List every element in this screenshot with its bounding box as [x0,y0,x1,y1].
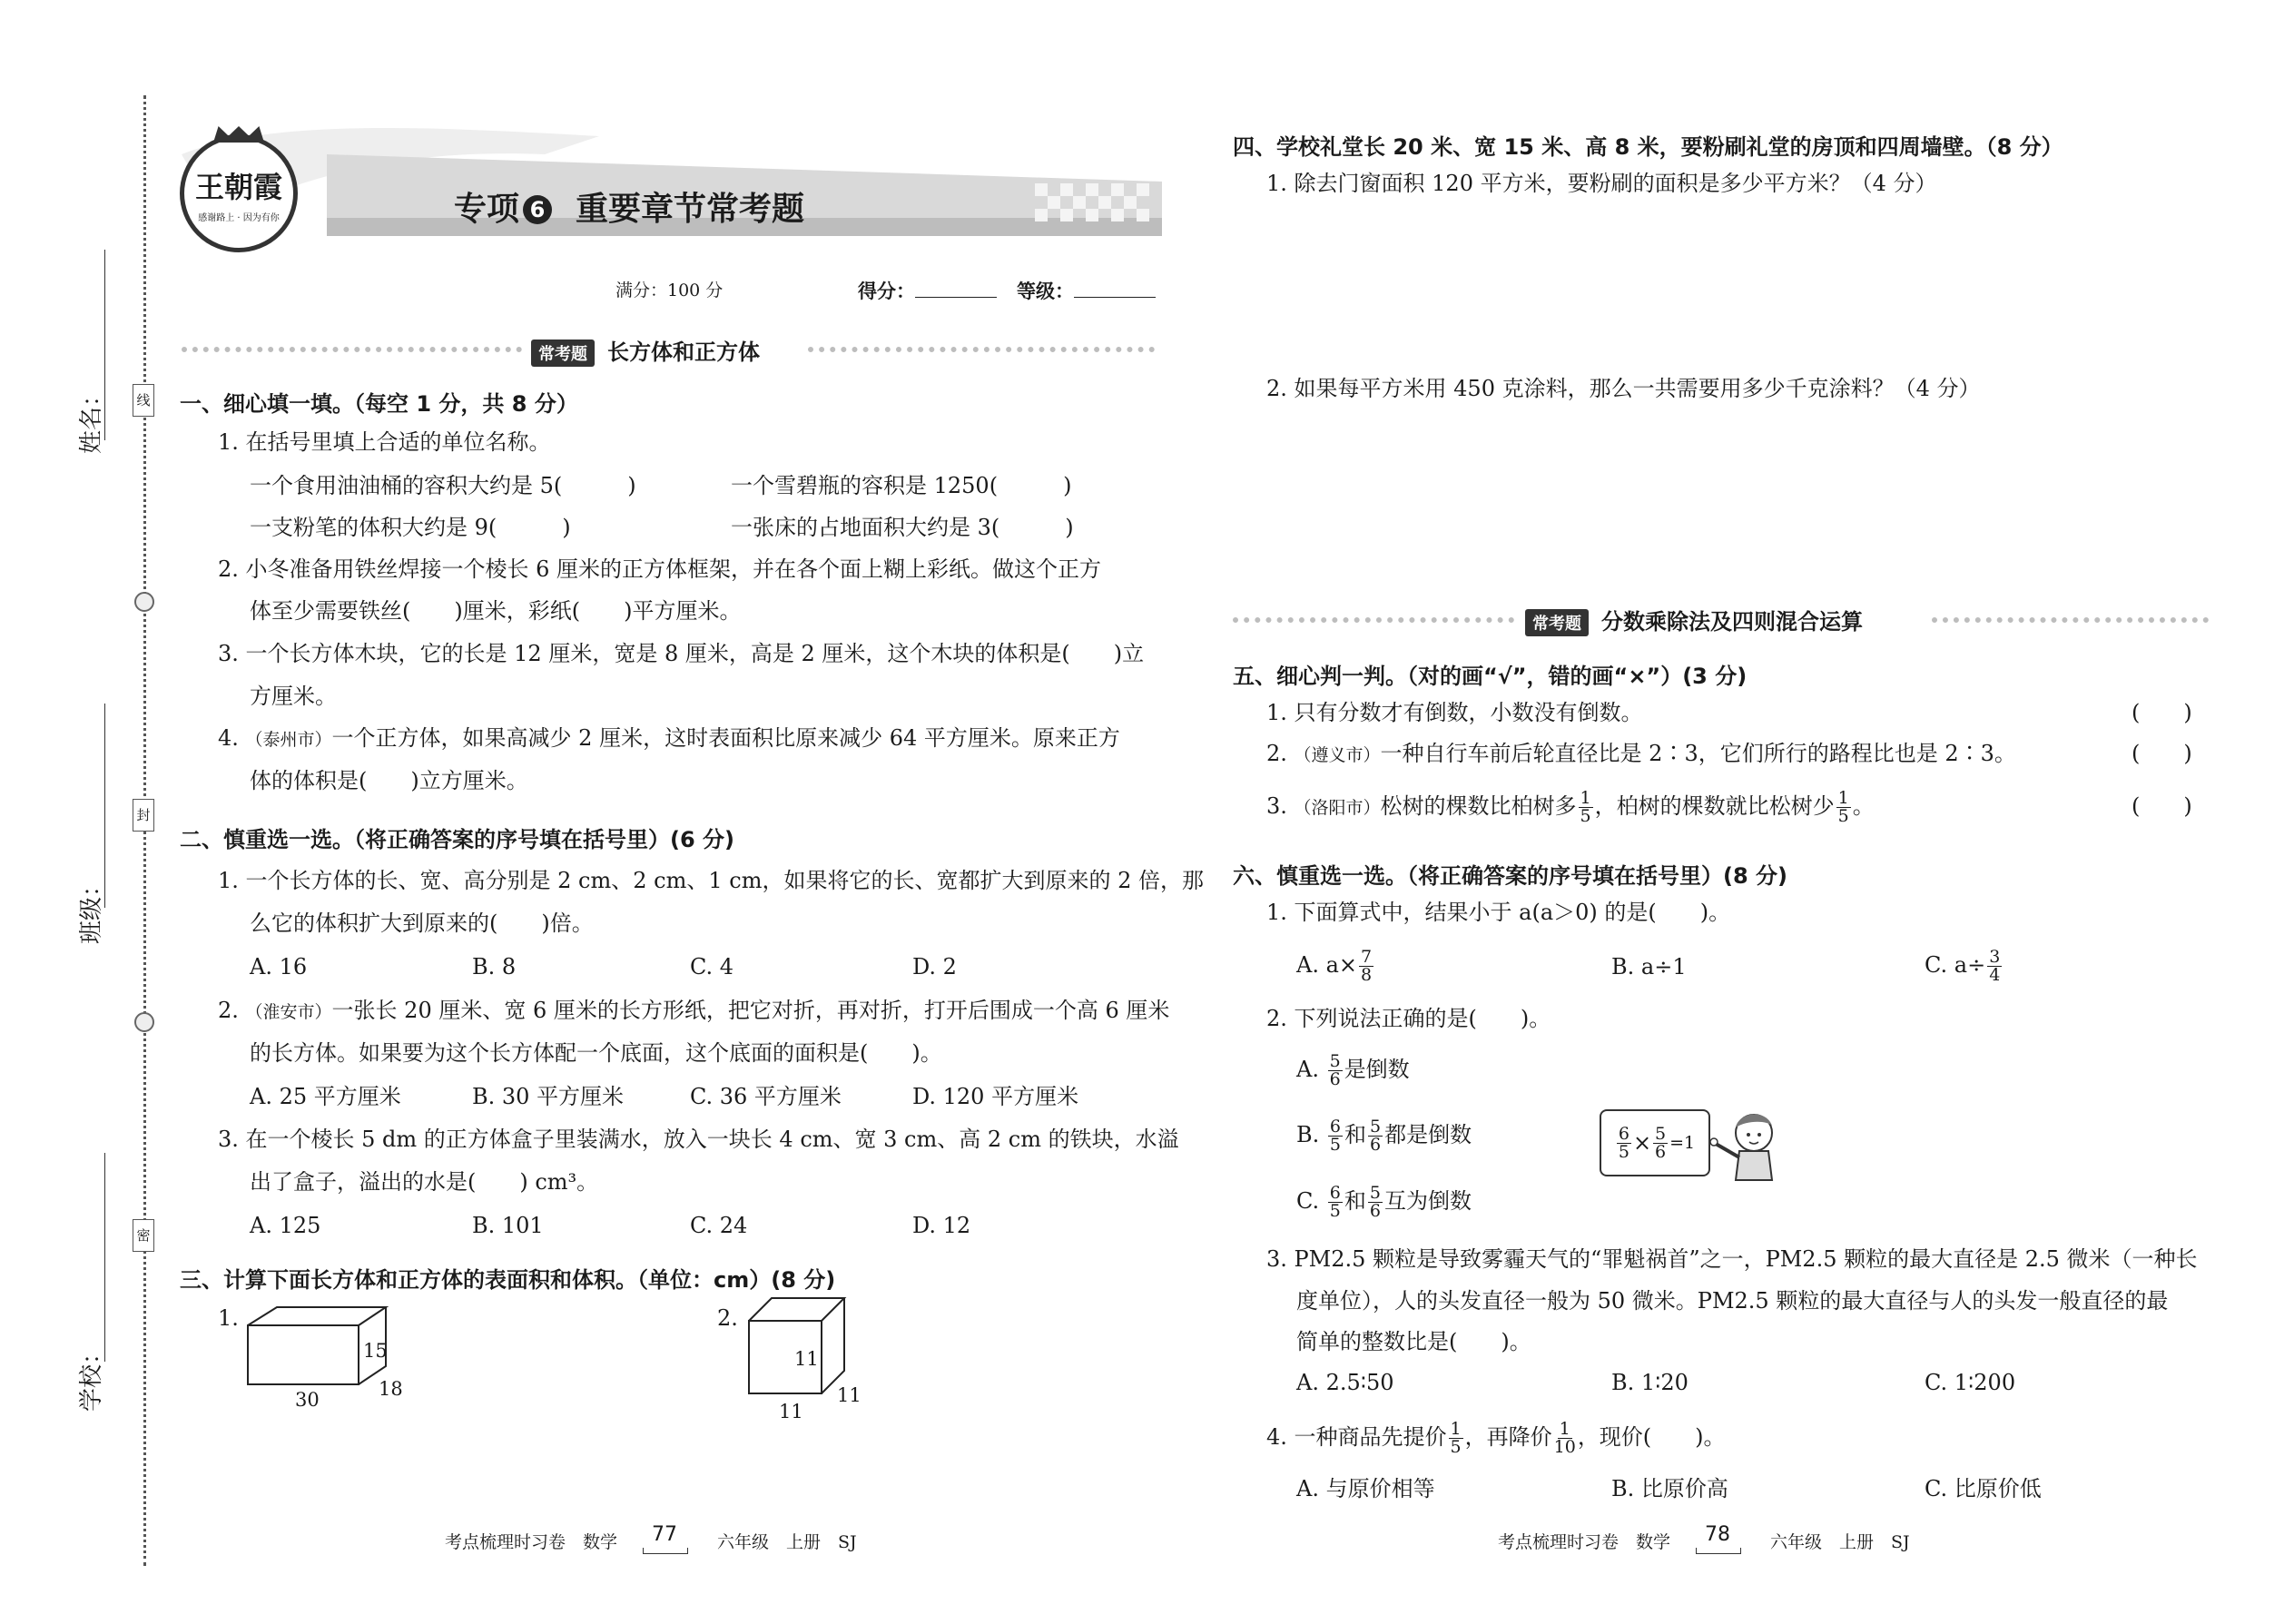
q5-item2: 2. （遵义市）一种自行车前后轮直径比是 2∶3，它们所行的路程比也是 2∶3。 [1266,741,2016,766]
fig2-length-label: 11 [779,1401,803,1422]
logo-motto: 感谢路上 · 因为有你 [198,213,280,223]
q4-item2: 2. 如果每平方米用 450 克涂料，那么一共需要用多少千克涂料？（4 分） [1266,376,1981,401]
q2-item2-optD[interactable]: D. 120 平方厘米 [912,1084,1079,1109]
q2-item3-optC[interactable]: C. 24 [690,1213,748,1238]
q1-item2b: 体至少需要铁丝( )厘米，彩纸( )平方厘米。 [250,598,742,624]
q6-item3-optB[interactable]: B. 1∶20 [1611,1370,1689,1395]
class-label: 班级： [78,872,105,944]
name-label: 姓名： [78,382,105,454]
q6-item1-optB[interactable]: B. a÷1 [1611,954,1687,979]
q2-item2-optB[interactable]: B. 30 平方厘米 [472,1084,625,1109]
topic-tag: 常考题 [1525,609,1589,636]
page-number-left: 77 [652,1523,677,1546]
q6-item4-optC[interactable]: C. 比原价低 [1925,1476,2042,1501]
title-text: 重要章节常考题 [576,191,805,228]
crown-icon [213,126,264,143]
score-blank[interactable] [915,297,997,298]
q6-item1-optC[interactable]: C. a÷ $\frac{3}{4}$ [1925,947,2001,985]
page-number-right: 78 [1705,1523,1730,1546]
q2-item3-optA[interactable]: A. 125 [250,1213,321,1238]
q2-item1b: 么它的体积扩大到原来的( )倍。 [250,910,594,936]
fig2-height-label: 11 [794,1348,819,1370]
q2-item2-optA[interactable]: A. 25 平方厘米 [250,1084,401,1109]
q2-item3-optB[interactable]: B. 101 [472,1213,544,1238]
binding-ring-icon [134,1012,154,1032]
q5-item1-answer[interactable]: ( ) [2132,700,2192,725]
q2-item2b: 的长方体。如果要为这个长方体配一个底面，这个底面的面积是( )。 [250,1040,942,1066]
q2-item1-optB[interactable]: B. 8 [472,954,517,979]
q5-item3: 3. （洛阳市）松树的棵数比柏树多 $\frac{1}{5}$ ，柏树的棵数就比松树少 $\frac{1}{5}$ 。 [1266,788,1875,826]
brand-logo [180,134,298,252]
title-prefix: 专项 [454,191,520,228]
fraction-1-5: $\frac{1}{5}$ [1450,1419,1462,1457]
page-number-bracket-left [643,1548,688,1554]
q1-item3a: 3. 一个长方体木块，它的长是 12 厘米，宽是 8 厘米，高是 2 厘米，这个木块的体积是( )立 [218,641,1145,666]
q4-item1: 1. 除去门窗面积 120 平方米，要粉刷的面积是多少平方米？（4 分） [1266,171,1937,196]
fig2-number: 2. [717,1305,738,1331]
grade-blank[interactable] [1074,297,1156,298]
fraction-6-5: $\frac{6}{5}$ [1618,1123,1629,1162]
fraction-3-4: $\frac{3}{4}$ [1989,947,2001,985]
q1-item1b: 一个雪碧瓶的容积是 1250( ) [731,473,1072,498]
q2-item3b: 出了盒子，溢出的水是( ) cm³。 [250,1169,599,1195]
fraction-7-8: $\frac{7}{8}$ [1361,947,1373,985]
fraction-5-6: $\frac{5}{6}$ [1329,1051,1341,1089]
fraction-5-6: $\frac{5}{6}$ [1370,1117,1382,1155]
logo-name: 王朝霞 [194,170,282,204]
footer-book-right: 考点梳理时习卷 数学 [1498,1532,1671,1552]
fraction-5-6: $\frac{5}{6}$ [1655,1123,1667,1162]
q5-title: 五、细心判一判。（对的画“√”，错的画“×”）(3 分) [1233,664,1748,689]
title-num-badge: 6 [523,195,552,224]
topic-divider-right [808,347,1155,352]
topic-divider-left [182,347,522,352]
name-line[interactable] [104,250,105,440]
q6-item3a: 3. PM2.5 颗粒是导致雾霾天气的“罪魁祸首”之一，PM2.5 颗粒的最大直径是 2.5 微米（一种长 [1266,1246,2198,1272]
q6-title: 六、慎重选一选。（将正确答案的序号填在括号里）(8 分) [1233,863,1787,889]
q1-item4a: 4. （泰州市）一个正方体，如果高减少 2 厘米，这时表面积比原来减少 64 平方厘米。原来正方 [218,725,1120,751]
class-line[interactable] [104,704,105,908]
q4-title: 四、学校礼堂长 20 米、宽 15 米、高 8 米，要粉刷礼堂的房顶和四周墙壁。（8 分） [1233,134,2063,160]
fraction-1-5: $\frac{1}{5}$ [1580,788,1591,826]
q1-item1d: 一张床的占地面积大约是 3( ) [731,515,1074,540]
q6-item2-optA[interactable]: A. $\frac{5}{6}$ 是倒数 [1296,1051,1410,1089]
topic-tag: 常考题 [531,340,595,367]
q6-item1-optA[interactable]: A. a× $\frac{7}{8}$ [1296,947,1373,985]
fig1-length-label: 30 [295,1389,320,1411]
school-label: 学校： [78,1340,105,1412]
q6-item4-optA[interactable]: A. 与原价相等 [1296,1476,1435,1501]
score-label: 得分： [858,277,997,304]
q6-item2: 2. 下列说法正确的是( )。 [1266,1006,1551,1031]
footer-grade-right: 六年级 上册 SJ [1770,1532,1910,1552]
q6-item3c: 简单的整数比是( )。 [1296,1329,1531,1354]
q6-item1: 1. 下面算式中，结果小于 a(a＞0) 的是( )。 [1266,900,1731,925]
q2-item3-optD[interactable]: D. 12 [912,1213,971,1238]
footer-grade-left: 六年级 上册 SJ [717,1532,857,1552]
q6-item2-optB[interactable]: B. $\frac{6}{5}$ 和 $\frac{5}{6}$ 都是倒数 [1296,1117,1472,1155]
footer-book-left: 考点梳理时习卷 数学 [445,1532,618,1552]
q2-item3a: 3. 在一个棱长 5 dm 的正方体盒子里装满水，放入一块长 4 cm、宽 3 cm、高 2 cm 的铁块，水溢 [218,1127,1179,1152]
fig1-number: 1. [218,1305,239,1331]
q6-item2-optC[interactable]: C. $\frac{6}{5}$ 和 $\frac{5}{6}$ 互为倒数 [1296,1183,1472,1221]
fraction-1-5: $\frac{1}{5}$ [1837,788,1849,826]
fraction-1-10: $\frac{1}{10}$ [1553,1419,1576,1457]
q6-item4-optB[interactable]: B. 比原价高 [1611,1476,1728,1501]
page-number-bracket-right [1696,1548,1741,1554]
fraction-5-6: $\frac{5}{6}$ [1369,1183,1381,1221]
q2-item1-optD[interactable]: D. 2 [912,954,957,979]
q2-item1a: 1. 一个长方体的长、宽、高分别是 2 cm、2 cm、1 cm，如果将它的长、宽都扩大到原来的 2 倍，那 [218,868,1204,893]
binding-ring-icon [134,592,154,612]
q6-item3b: 度单位），人的头发直径一般为 50 微米。PM2.5 颗粒的最大直径与人的头发一般直径的最 [1296,1288,2169,1314]
cut-mark-feng: 封 [133,799,154,832]
fig1-height-label: 15 [363,1340,388,1362]
fraction-6-5: $\frac{6}{5}$ [1329,1117,1341,1155]
q6-item3-optA[interactable]: A. 2.5∶50 [1296,1370,1394,1395]
full-score: 满分：100 分 [615,281,724,300]
q5-item3-answer[interactable]: ( ) [2132,793,2192,819]
fraction-6-5: $\frac{6}{5}$ [1329,1183,1341,1221]
q1-item4b: 体的体积是( )立方厘米。 [250,768,528,793]
topic-header-2: 常考题 分数乘除法及四则混合运算 [1525,604,1863,636]
q2-item2-optC[interactable]: C. 36 平方厘米 [690,1084,842,1109]
cut-mark-mi: 密 [133,1219,154,1252]
school-line[interactable] [104,1153,105,1362]
fig2-width-label: 11 [837,1384,861,1406]
q2-item1-optC[interactable]: C. 4 [690,954,734,979]
q6-item4: 4. 一种商品先提价 $\frac{1}{5}$ ，再降价 $\frac{1}{10}$ ，现价( )。 [1266,1419,1726,1457]
cartoon-boy-icon [1707,1107,1788,1185]
q5-item2-answer[interactable]: ( ) [2132,741,2192,766]
topic2-divider-left [1233,617,1514,623]
cut-mark-xian: 线 [133,384,154,417]
grade-label: 等级： [1017,277,1156,304]
q1-item3b: 方厘米。 [250,684,337,709]
page-title [454,183,804,230]
q1-item1c: 一支粉笔的体积大约是 9( ) [250,515,571,540]
topic-header-1: 常考题 长方体和正方体 [531,334,760,367]
q4-answer-area-1[interactable] [1266,204,2201,368]
q1-item2a: 2. 小冬准备用铁丝焊接一个棱长 6 厘米的正方体框架，并在各个面上糊上彩纸。做这个正方 [218,556,1102,582]
topic2-divider-right [1932,617,2209,623]
q2-item2a: 2. （淮安市）一张长 20 厘米、宽 6 厘米的长方形纸，把它对折，再对折，打开后围成一个高 6 厘米 [218,998,1170,1023]
q3-title: 三、计算下面长方体和正方体的表面积和体积。（单位：cm）(8 分) [180,1267,836,1293]
q2-title: 二、慎重选一选。（将正确答案的序号填在括号里）(6 分) [180,827,734,852]
q2-item1-optA[interactable]: A. 16 [250,954,308,979]
q1-title: 一、细心填一填。（每空 1 分，共 8 分） [180,391,578,417]
q6-item3-optC[interactable]: C. 1∶200 [1925,1370,2016,1395]
speech-bubble: $\frac{6}{5}$ × $\frac{5}{6}$ =1 [1600,1109,1710,1176]
fig1-width-label: 18 [379,1378,403,1400]
q4-answer-area-2[interactable] [1266,413,2201,586]
q1-item1a: 一个食用油油桶的容积大约是 5( ) [250,473,636,498]
q1-item1: 1. 在括号里填上合适的单位名称。 [218,429,551,455]
q5-item1: 1. 只有分数才有倒数，小数没有倒数。 [1266,700,1643,725]
